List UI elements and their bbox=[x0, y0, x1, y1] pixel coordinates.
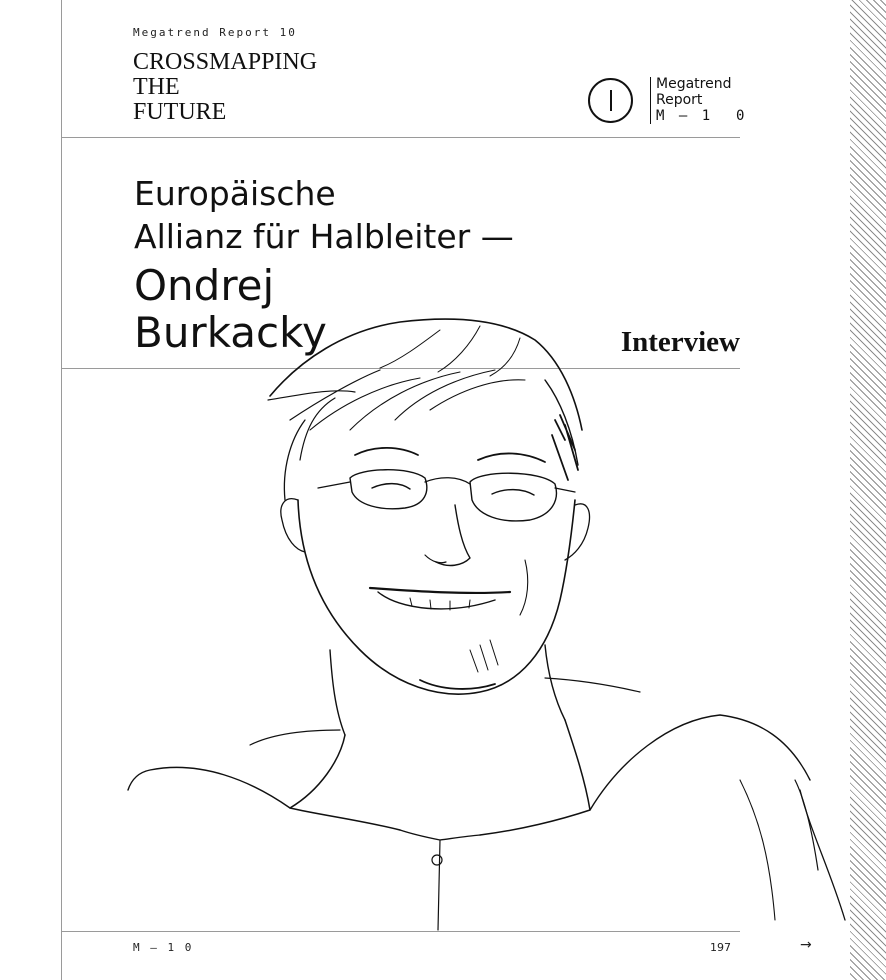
headline-line: Europäische bbox=[134, 174, 336, 213]
hatched-margin bbox=[850, 0, 886, 980]
book-title-line: THE bbox=[133, 74, 180, 100]
page-number: 197 bbox=[710, 941, 731, 954]
logo-line: Megatrend bbox=[656, 76, 732, 92]
article-headline bbox=[134, 172, 514, 258]
logo-code: M — 1 0 bbox=[656, 108, 748, 124]
book-title-line: FUTURE bbox=[133, 99, 227, 125]
book-title-line: CROSSMAPPING bbox=[133, 49, 318, 75]
page-frame-line bbox=[61, 0, 62, 980]
name-line: Burkacky bbox=[134, 308, 327, 357]
interviewee-name bbox=[134, 262, 327, 356]
arrow-right-icon[interactable]: → bbox=[800, 937, 812, 953]
book-title bbox=[133, 50, 317, 125]
footer-rule bbox=[62, 931, 740, 932]
header-rule bbox=[62, 137, 740, 138]
footer-section-code: M — 1 0 bbox=[133, 941, 194, 954]
article-genre: Interview bbox=[620, 326, 740, 358]
name-line: Ondrej bbox=[134, 261, 275, 310]
report-kicker: Megatrend Report 10 bbox=[133, 26, 297, 39]
title-rule bbox=[62, 368, 740, 369]
headline-line: Allianz für Halbleiter — bbox=[134, 217, 514, 256]
logo-divider bbox=[650, 77, 651, 124]
report-logo bbox=[656, 76, 747, 124]
logo-line: Report bbox=[656, 92, 703, 108]
circle-line-icon bbox=[588, 78, 633, 123]
